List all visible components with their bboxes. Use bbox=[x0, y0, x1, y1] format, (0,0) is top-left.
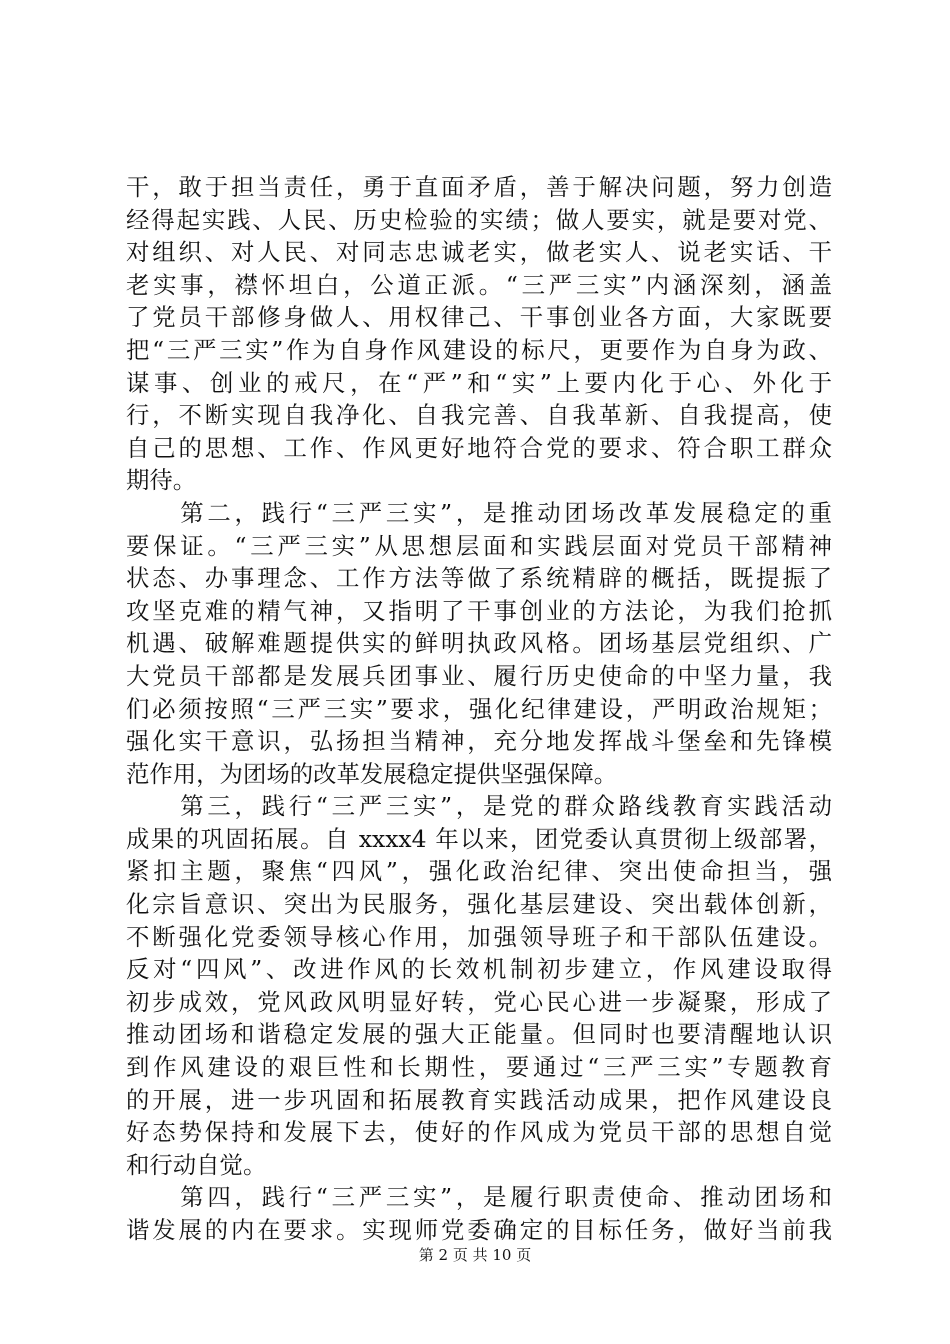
text-line: 攻坚克难的精气神，又指明了干事创业的方法论，为我们抢抓 bbox=[126, 596, 832, 625]
text-line: 推动团场和谐稳定发展的强大正能量。但同时也要清醒地认识 bbox=[126, 1020, 832, 1049]
text-line: 了党员干部修身做人、用权律己、干事创业各方面，大家既要 bbox=[126, 303, 832, 332]
text-line: 反对“四风”、改进作风的长效机制初步建立，作风建设取得 bbox=[126, 955, 832, 984]
text-line: 化宗旨意识、突出为民服务，强化基层建设、突出载体创新， bbox=[126, 890, 832, 919]
text-line: 谐发展的内在要求。实现师党委确定的目标任务，做好当前我 bbox=[126, 1216, 832, 1244]
text-line: 初步成效，党风政风明显好转，党心民心进一步凝聚，形成了 bbox=[126, 987, 832, 1016]
text-line: 状态、办事理念、工作方法等做了系统精辟的概括，既提振了 bbox=[126, 564, 832, 593]
text-line: 经得起实践、人民、历史检验的实绩；做人要实，就是要对党、 bbox=[126, 205, 832, 234]
text-line: 第三，践行“三严三实”，是党的群众路线教育实践活动 bbox=[126, 792, 832, 821]
text-line: 要保证。“三严三实”从思想层面和实践层面对党员干部精神 bbox=[126, 531, 832, 560]
text-line: 的开展，进一步巩固和拓展教育实践活动成果，把作风建设良 bbox=[126, 1085, 832, 1114]
text-line: 和行动自觉。 bbox=[126, 1150, 267, 1179]
text-line: 自己的思想、工作、作风更好地符合党的要求、符合职工群众 bbox=[126, 433, 832, 462]
text-line: 机遇、破解难题提供实的鲜明执政风格。团场基层党组织、广 bbox=[126, 629, 832, 658]
text-line: 强化实干意识，弘扬担当精神，充分地发挥战斗堡垒和先锋模 bbox=[126, 727, 832, 756]
document-body bbox=[126, 171, 832, 1247]
text-line: 老实事，襟怀坦白，公道正派。“三严三实”内涵深刻，涵盖 bbox=[126, 270, 832, 299]
text-line: 第四，践行“三严三实”，是履行职责使命、推动团场和 bbox=[126, 1183, 832, 1212]
text-line: 行，不断实现自我净化、自我完善、自我革新、自我提高，使 bbox=[126, 401, 832, 430]
text-line: 成果的巩固拓展。自 xxxx4 年以来，团党委认真贯彻上级部署， bbox=[126, 824, 832, 853]
text-line: 紧扣主题，聚焦“四风”，强化政治纪律、突出使命担当，强 bbox=[126, 857, 832, 886]
text-line: 把“三严三实”作为自身作风建设的标尺，更要作为自身为政、 bbox=[126, 335, 832, 364]
text-line: 不断强化党委领导核心作用，加强领导班子和干部队伍建设。 bbox=[126, 922, 832, 951]
text-line: 到作风建设的艰巨性和长期性，要通过“三严三实”专题教育 bbox=[126, 1053, 832, 1082]
text-line: 范作用，为团场的改革发展稳定提供坚强保障。 bbox=[126, 759, 618, 788]
text-line: 大党员干部都是发展兵团事业、履行历史使命的中坚力量，我 bbox=[126, 661, 832, 690]
text-line: 好态势保持和发展下去，使好的作风成为党员干部的思想自觉 bbox=[126, 1118, 832, 1147]
text-line: 对组织、对人民、对同志忠诚老实，做老实人、说老实话、干 bbox=[126, 238, 832, 267]
text-line: 期待。 bbox=[126, 466, 197, 495]
text-line: 干，敢于担当责任，勇于直面矛盾，善于解决问题，努力创造 bbox=[126, 173, 832, 201]
text-line: 谋事、创业的戒尺，在“严”和“实”上要内化于心、外化于 bbox=[126, 368, 832, 397]
text-line: 第二，践行“三严三实”，是推动团场改革发展稳定的重 bbox=[126, 498, 832, 527]
page-footer: 第 2 页 共 10 页 bbox=[418, 1246, 532, 1264]
text-line: 们必须按照“三严三实”要求，强化纪律建设，严明政治规矩； bbox=[126, 694, 832, 723]
